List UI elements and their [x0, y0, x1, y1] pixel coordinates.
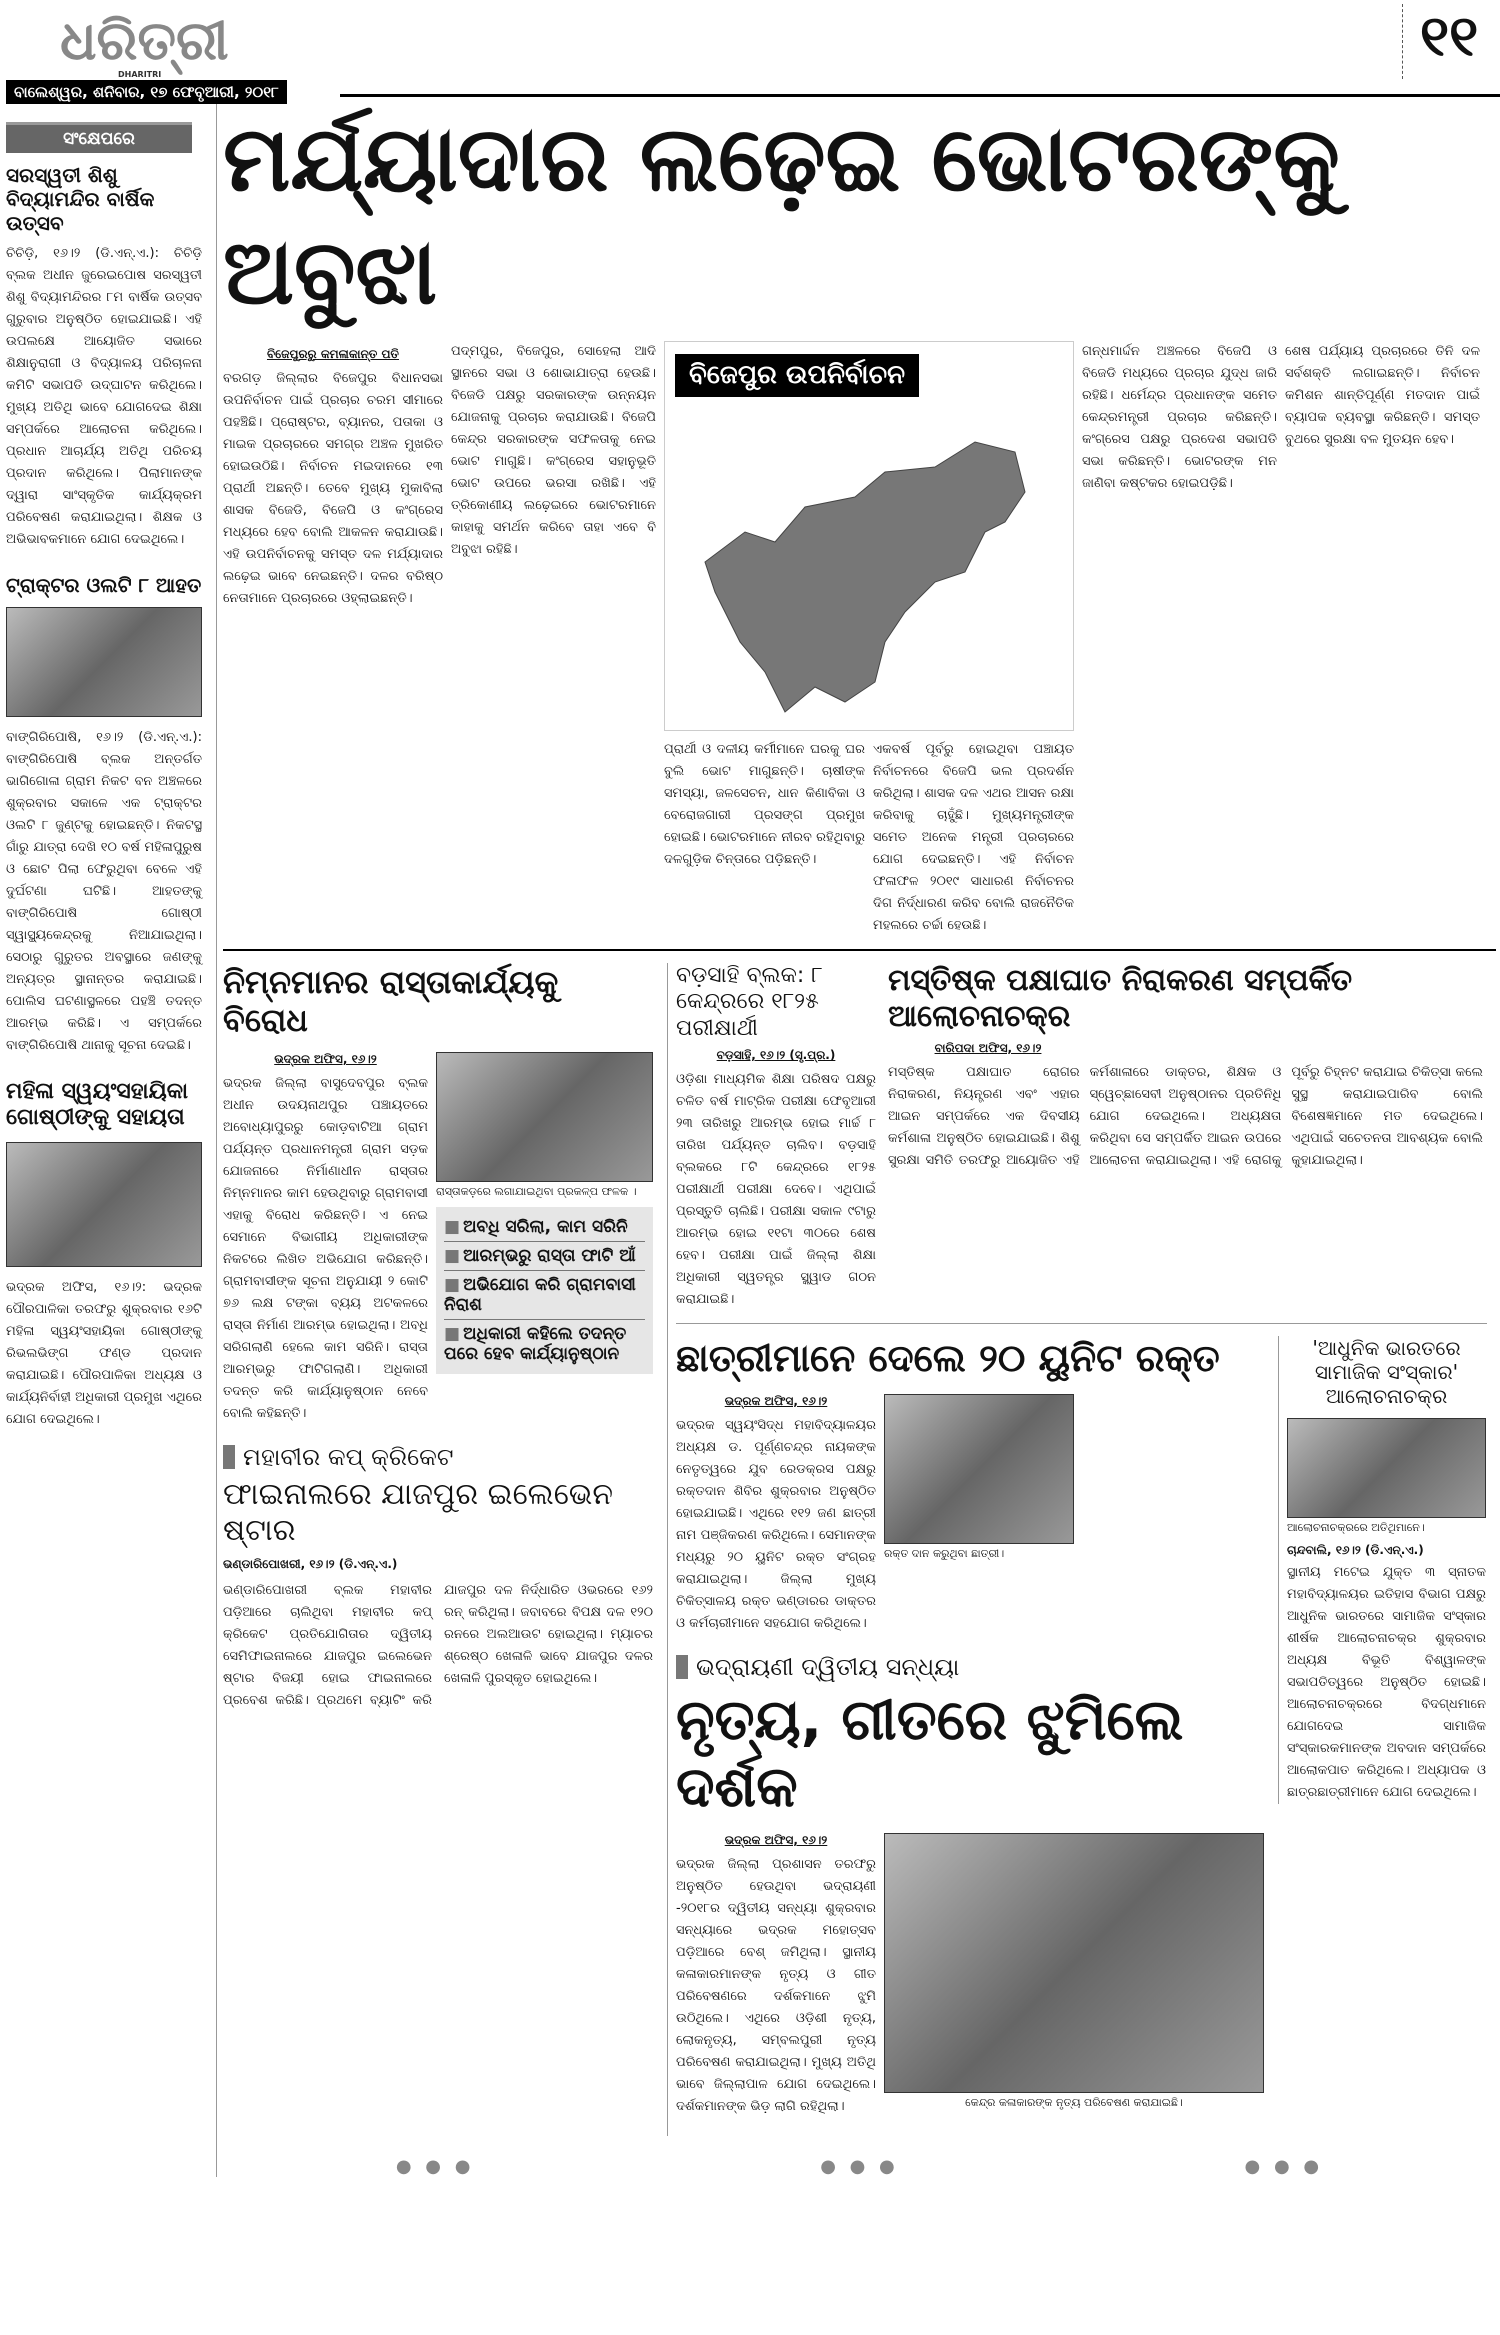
page-number: ୧୧	[1420, 4, 1479, 69]
brief-item	[6, 573, 202, 1057]
lead-headline: ମର୍ଯ୍ୟାଦାର ଲଢ଼େଇ ଭୋଟରଙ୍କୁ ଅବୁଝା	[223, 107, 1340, 325]
newspaper-logo: ଧରିତ୍ରୀ	[60, 8, 229, 72]
exam-brain-row	[676, 963, 1487, 1311]
lead-body-col: ପ୍ରାର୍ଥୀ ଓ ଦଳୀୟ କର୍ମୀମାନେ ଘରକୁ ଘର ବୁଲି ଭୋଟ ମାଗୁଛନ୍ତି। ଚାଷୀଙ୍କ ସମସ୍ୟା, ଜଳସେଚନ, ଧାନ କିଣାବିକା ଓ ବେରୋଜଗାରୀ ପ୍ରସଙ୍ଗ ପ୍ରମୁଖ ହୋଇଛି। ଭୋଟରମାନେ ନୀରବ ରହିଥିବାରୁ ଦଳଗୁଡ଼ିକ ଚିନ୍ତାରେ ପଡ଼ିଛନ୍ତି।	[664, 742, 865, 867]
lower-section	[223, 963, 1496, 2136]
cricket-headline: ଫାଇନାଲରେ ଯାଜପୁର ଇଲେଭେନ ଷ୍ଟାର	[223, 1476, 614, 1548]
lead-story	[223, 341, 1496, 937]
road-byline: ଭଦ୍ରକ ଅଫିସ, ୧୬।୨	[274, 1051, 377, 1066]
seminar-byline: ଚାନ୍ଦବାଲି, ୧୬।୨ (ଡି.ଏନ୍.ଏ.)	[1287, 1543, 1424, 1558]
cricket-kicker: ମହାବୀର କପ୍ କ୍ରିକେଟ	[223, 1443, 653, 1471]
lead-body-col: ବରଗଡ଼ ଜିଲ୍ଲାର ବିଜେପୁର ବିଧାନସଭା ଉପନିର୍ବାଚନ ପାଇଁ ପ୍ରଚାର ଚରମ ସୀମାରେ ପହଞ୍ଚିଛି। ପ୍ରୋଷ୍ଟର, ବ୍ୟାନର, ପତାକା ଓ ମାଇକ ପ୍ରଚାରରେ ସମଗ୍ର ଅଞ୍ଚଳ ମୁଖରିତ ହୋଇଉଠିଛି। ନିର୍ବାଚନ ମଇଦାନରେ ୧୩ ପ୍ରାର୍ଥୀ ଅଛନ୍ତି। ତେବେ ମୁଖ୍ୟ ମୁକାବିଲା ଶାସକ ବିଜେଡି, ବିଜେପି ଓ କଂଗ୍ରେସ ମଧ୍ୟରେ ହେବ ବୋଲି ଆକଳନ କରାଯାଉଛି। ଏହି ଉପନିର୍ବାଚନକୁ ସମସ୍ତ ଦଳ ମର୍ଯ୍ୟାଦାର ଲଢ଼େଇ ଭାବେ ନେଇଛନ୍ତି। ଦଳର ବରିଷ୍ଠ ନେତାମାନେ ପ୍ରଚାରରେ ଓହ୍ଲାଇଛନ୍ତି।	[223, 371, 443, 606]
subhead: ■ ଅଧିକାରୀ କହିଲେ ତଦନ୍ତ ପରେ ହେବ କାର୍ଯ୍ୟାନୁଷ୍ଠାନ	[444, 1320, 645, 1368]
brain-headline: ମସ୍ତିଷ୍କ ପକ୍ଷାଘାତ ନିରାକରଣ ସମ୍ପର୍କିତ ଆଲୋଚନାଚକ୍ର	[888, 963, 1353, 1034]
dance-byline: ଭଦ୍ରକ ଅଫିସ, ୧୬।୨	[724, 1833, 828, 1848]
dance-story	[676, 1653, 1266, 2118]
column-a	[223, 963, 653, 1730]
road-subheads	[436, 1207, 653, 1374]
column-b	[676, 1336, 1266, 2136]
registration-dots-icon: ● ● ●	[820, 2156, 899, 2178]
road-story	[223, 963, 653, 1425]
cricket-story	[223, 1443, 653, 1712]
brief-title: ସରସ୍ୱତୀ ଶିଶୁ ବିଦ୍ୟାମନ୍ଦିର ବାର୍ଷିକ ଉତ୍ସବ	[6, 163, 155, 235]
section-rule	[676, 1323, 1487, 1324]
dance-media-col	[884, 1827, 1264, 2118]
cricket-body: ଭଣ୍ଡାରିପୋଖରୀ ବ୍ଲକ ମହାବୀର ପଡ଼ିଆରେ ଚାଲିଥିବା ମହାବୀର କପ୍ କ୍ରିକେଟ ପ୍ରତିଯୋଗିତାର ଦ୍ୱିତୀୟ ସେମିଫାଇନାଲରେ ଯାଜପୁର ଇଲେଭେନ ଷ୍ଟାର ବିଜୟୀ ହୋଇ ଫାଇନାଲରେ ପ୍ରବେଶ କରିଛି। ପ୍ରଥମେ ବ୍ୟାଟିଂ କରି ଯାଜପୁର ଦଳ ନିର୍ଦ୍ଧାରିତ ଓଭରରେ ୧୬୨ ରନ୍ କରିଥିଲା। ଜବାବରେ ବିପକ୍ଷ ଦଳ ୧୨୦ ରନରେ ଅଲଆଉଟ ହୋଇଥିଲା। ମ୍ୟାଚର ଶ୍ରେଷ୍ଠ ଖେଳାଳି ଭାବେ ଯାଜପୁର ଦଳର ଖେଳାଳି ପୁରସ୍କୃତ ହୋଇଥିଲେ।	[223, 1582, 653, 1708]
main-content	[216, 104, 1496, 2177]
blood-story	[676, 1336, 1266, 1635]
road-media-col	[436, 1046, 653, 1374]
dance-kicker: ଭଦ୍ରାୟଣୀ ଦ୍ୱିତୀୟ ସନ୍ଧ୍ୟା	[676, 1653, 1266, 1681]
shg-photo	[6, 1142, 202, 1267]
tractor-accident-photo	[6, 607, 202, 717]
blood-columns	[676, 1388, 1266, 1635]
lead-map-col	[664, 341, 1074, 937]
brief-item	[6, 1079, 202, 1431]
blood-body: ଭଦ୍ରକ ସ୍ୱୟଂସିଦ୍ଧ ମହାବିଦ୍ୟାଳୟର ଅଧ୍ୟକ୍ଷ ଡ. ପୂର୍ଣ୍ଣଚନ୍ଦ୍ର ନାୟକଙ୍କ ନେତୃତ୍ୱରେ ଯୁବ ରେଡକ୍ରସ ପକ୍ଷରୁ ରକ୍ତଦାନ ଶିବିର ଶୁକ୍ରବାର ଅନୁଷ୍ଠିତ ହୋଇଯାଇଛି। ଏଥିରେ ୧୧୨ ଜଣ ଛାତ୍ରୀ ନାମ ପଞ୍ଜିକରଣ କରିଥିଲେ। ସେମାନଙ୍କ ମଧ୍ୟରୁ ୨୦ ୟୁନିଟ ରକ୍ତ ସଂଗ୍ରହ କରାଯାଇଥିଲା। ଜିଲ୍ଲା ମୁଖ୍ୟ ଚିକିତ୍ସାଳୟ ରକ୍ତ ଭଣ୍ଡାରର ଡାକ୍ତର ଓ କର୍ମଚାରୀମାନେ ସହଯୋଗ କରିଥିଲେ।	[676, 1417, 876, 1631]
brief-title: ଟ୍ରାକ୍ଟର ଓଲଟି ୮ ଆହତ	[6, 573, 202, 597]
brain-byline: ବାରିପଦା ଅଫିସ, ୧୬।୨	[934, 1041, 1042, 1055]
column-bc	[667, 963, 1487, 2136]
photo-caption: ଆଲୋଚନାଚକ୍ରରେ ଅତିଥିମାନେ।	[1287, 1521, 1425, 1535]
cricket-byline: ଭଣ୍ଡାରିପୋଖରୀ, ୧୬।୨ (ଡି.ଏନ୍.ଏ.)	[223, 1556, 398, 1571]
dance-headline: ନୃତ୍ୟ, ଗୀତରେ ଝୁମିଲେ ଦର୍ଶକ	[676, 1687, 1184, 1820]
brief-body: ଚିଚିଡ଼ି, ୧୬।୨ (ଡି.ଏନ୍.ଏ.): ଚିଚିଡ଼ି ବ୍ଲକ ଅଧୀନ ଜୁରେଇପୋଷ ସରସ୍ୱତୀ ଶିଶୁ ବିଦ୍ୟାମନ୍ଦିରର ୮ମ ବାର୍ଷିକ ଉତ୍ସବ ଗୁରୁବାର ଅନୁଷ୍ଠିତ ହୋଇଯାଇଛି। ଏହି ଉପଲକ୍ଷେ ଆୟୋଜିତ ସଭାରେ ଶିକ୍ଷାନୁରାଗୀ ଓ ବିଦ୍ୟାଳୟ ପରିଚାଳନା କମିଟି ସଭାପତି ଉଦ୍‌ଘାଟନ କରିଥିଲେ। ମୁଖ୍ୟ ଅତିଥି ଭାବେ ଯୋଗଦେଇ ଶିକ୍ଷା ସମ୍ପର୍କରେ ଆଲୋଚନା କରିଥିଲେ। ପ୍ରଧାନ ଆଚାର୍ଯ୍ୟ ଅତିଥି ପରିଚୟ ପ୍ରଦାନ କରିଥିଲେ। ପିଲାମାନଙ୍କ ଦ୍ୱାରା ସାଂସ୍କୃତିକ କାର୍ଯ୍ୟକ୍ରମ ପରିବେଷଣ କରାଯାଇଥିଲା। ଶିକ୍ଷକ ଓ ଅଭିଭାବକମାନେ ଯୋଗ ଦେଇଥିଲେ।	[6, 246, 202, 547]
dance-body: ଭଦ୍ରକ ଜିଲ୍ଲା ପ୍ରଶାସନ ତରଫରୁ ଅନୁଷ୍ଠିତ ହେଉଥିବା ଭଦ୍ରାୟଣୀ -୨୦୧୮ର ଦ୍ୱିତୀୟ ସନ୍ଧ୍ୟା ଶୁକ୍ରବାର ସନ୍ଧ୍ୟାରେ ଭଦ୍ରକ ମହୋତ୍ସବ ପଡ଼ିଆରେ ବେଶ୍ ଜମିଥିଲା। ସ୍ଥାନୀୟ କଳାକାରମାନଙ୍କ ନୃତ୍ୟ ଓ ଗୀତ ପରିବେଷଣରେ ଦର୍ଶକମାନେ ଝୁମି ଉଠିଥିଲେ। ଏଥିରେ ଓଡ଼ିଶୀ ନୃତ୍ୟ, ଲୋକନୃତ୍ୟ, ସମ୍ବଲପୁରୀ ନୃତ୍ୟ ପରିବେଷଣ କରାଯାଇଥିଲା। ମୁଖ୍ୟ ଅତିଥି ଭାବେ ଜିଲ୍ଲାପାଳ ଯୋଗ ଦେଇଥିଲେ। ଦର୍ଶକମାନଙ୍କ ଭିଡ଼ ଲାଗି ରହିଥିଲା।	[676, 1857, 876, 2115]
brain-body: ମସ୍ତିଷ୍କ ପକ୍ଷାଘାତ ରୋଗର ନିରାକରଣ, ନିୟନ୍ତ୍ରଣ ଏବଂ ଏହାର ଆଇନ ସମ୍ପର୍କରେ ଏକ ଦିବସୀୟ କର୍ମଶାଳା ଅନୁଷ୍ଠିତ ହୋଇଯାଇଛି। ଶିଶୁ ସୁରକ୍ଷା ସମିତି ତରଫରୁ ଆୟୋଜିତ ଏହି କର୍ମଶାଳାରେ ଡାକ୍ତର, ଶିକ୍ଷକ ଓ ସ୍ୱେଚ୍ଛାସେବୀ ଅନୁଷ୍ଠାନର ପ୍ରତିନିଧି ଯୋଗ ଦେଇଥିଲେ। ଅଧ୍ୟକ୍ଷତା କରିଥିବା ସେ ସମ୍ପର୍କିତ ଆଇନ ଉପରେ ଆଲୋଚନା କରାଯାଇଥିଲା। ଏହି ରୋଗକୁ ପୂର୍ବରୁ ଚିହ୍ନଟ କରାଯାଇ ଚିକିତ୍ସା କଲେ ସୁସ୍ଥ କରାଯାଇପାରିବ ବୋଲି ବିଶେଷଜ୍ଞମାନେ ମତ ଦେଇଥିଲେ। ଏଥିପାଇଁ ସଚେତନତା ଆବଶ୍ୟକ ବୋଲି କୁହାଯାଇଥିଲା।	[888, 1065, 1483, 1168]
lead-col	[223, 341, 443, 610]
section-rule	[223, 949, 1496, 951]
seminar-body: ସ୍ଥାନୀୟ ମଟେଇ ଯୁକ୍ତ ୩ ସ୍ନାତକ ମହାବିଦ୍ୟାଳୟର ଇତିହାସ ବିଭାଗ ପକ୍ଷରୁ ଆଧୁନିକ ଭାରତରେ ସାମାଜିକ ସଂସ୍କାର ଶୀର୍ଷକ ଆଲୋଚନାଚକ୍ର ଶୁକ୍ରବାର ଅଧ୍ୟକ୍ଷ ବିଭୂତି ବିଶ୍ୱାଳଙ୍କ ସଭାପତିତ୍ୱରେ ଅନୁଷ୍ଠିତ ହୋଇଛି। ଆଲୋଚନାଚକ୍ରରେ ବିଦଗ୍ଧମାନେ ଯୋଗଦେଇ ସାମାଜିକ ସଂସ୍କାରକମାନଙ୍କ ଅବଦାନ ସମ୍ପର୍କରେ ଆଲୋକପାତ କରିଥିଲେ। ଅଧ୍ୟାପକ ଓ ଛାତ୍ରଛାତ୍ରୀମାନେ ଯୋଗ ଦେଇଥିଲେ।	[1287, 1565, 1486, 1801]
dance-performance-photo	[884, 1833, 1264, 2093]
brief-body: ଭଦ୍ରକ ଅଫିସ, ୧୬।୨: ଭଦ୍ରକ ପୌରପାଳିକା ତରଫରୁ ଶୁକ୍ରବାର ୧୬ଟି ମହିଳା ସ୍ୱୟଂସହାୟିକା ଗୋଷ୍ଠୀଙ୍କୁ ରିଭଲଭିଙ୍ଗ ଫଣ୍ଡ ପ୍ରଦାନ କରାଯାଇଛି। ପୌରପାଳିକା ଅଧ୍ୟକ୍ଷ ଓ କାର୍ଯ୍ୟନିର୍ବାହୀ ଅଧିକାରୀ ପ୍ରମୁଖ ଏଥିରେ ଯୋଗ ଦେଇଥିଲେ।	[6, 1279, 202, 1427]
dance-text-col	[676, 1827, 876, 2118]
project-board-photo	[436, 1052, 653, 1182]
map-label: ବିଜେପୁର ଉପନିର୍ବାଚନ	[675, 354, 919, 397]
road-headline: ନିମ୍ନମାନର ରାସ୍ତାକାର୍ଯ୍ୟକୁ ବିରୋଧ	[223, 963, 559, 1040]
dance-columns	[676, 1827, 1266, 2118]
subhead: ■ ଆରମ୍ଭରୁ ରାସ୍ତା ଫାଟି ଆଁ	[444, 1242, 645, 1271]
subhead: ■ ଅଭିଯୋଗ କରି ଗ୍ରାମବାସୀ ନିରାଶ	[444, 1271, 645, 1320]
blood-byline: ଭଦ୍ରକ ଅଫିସ, ୧୬।୨	[724, 1393, 828, 1408]
photo-caption: ରକ୍ତ ଦାନ କରୁଥିବା ଛାତ୍ରୀ।	[884, 1546, 1005, 1560]
briefs-section-tag: ସଂକ୍ଷେପରେ	[6, 122, 192, 153]
lead-map-text	[664, 739, 1074, 937]
registration-dots-icon: ● ● ●	[395, 2156, 475, 2178]
exam-byline: ବଡ଼ସାହି, ୧୬।୨ (ସୃ.ପ୍ର.)	[716, 1048, 836, 1063]
seminar-photo	[1287, 1418, 1486, 1518]
road-columns	[223, 1046, 653, 1425]
blood-headline: ଛାତ୍ରୀମାନେ ଦେଲେ ୨୦ ୟୁନିଟ ରକ୍ତ	[676, 1336, 1220, 1381]
lead-body-col: ପଦ୍ମପୁର, ବିଜେପୁର, ସୋହେଲା ଆଦି ସ୍ଥାନରେ ସଭା ଓ ଶୋଭାଯାତ୍ରା ହେଉଛି। ବିଜେଡି ପକ୍ଷରୁ ସରକାରଙ୍କ ଉନ୍ନୟନ ଯୋଜନାକୁ ପ୍ରଚାର କରାଯାଉଛି। ବିଜେପି କେନ୍ଦ୍ର ସରକାରଙ୍କ ସଫଳତାକୁ ନେଇ ଭୋଟ ମାଗୁଛି। କଂଗ୍ରେସ ସହାନୁଭୂତି ଭୋଟ ଉପରେ ଭରସା ରଖିଛି। ଏହି ତ୍ରିକୋଣୀୟ ଲଢ଼େଇରେ ଭୋଟରମାନେ କାହାକୁ ସମର୍ଥନ କରିବେ ତାହା ଏବେ ବି ଅବୁଝା ରହିଛି।	[451, 344, 656, 557]
blood-dance-seminar-row	[676, 1336, 1487, 2136]
seminar-story	[1278, 1336, 1486, 1804]
lead-body-col: ଗନ୍ଧମାର୍ଦ୍ଦନ ଅଞ୍ଚଳରେ ବିଜେପି ଓ ବିଜେଡି ମଧ୍ୟରେ ପ୍ରଚାର ଯୁଦ୍ଧ ଜାରି ରହିଛି। ଧର୍ମେନ୍ଦ୍ର ପ୍ରଧାନଙ୍କ ସମେତ କେନ୍ଦ୍ରମନ୍ତ୍ରୀ ପ୍ରଚାର କରିଛନ୍ତି। କଂଗ୍ରେସ ପକ୍ଷରୁ ପ୍ରଦେଶ ସଭାପତି ସଭା କରିଛନ୍ତି। ଭୋଟରଙ୍କ ମନ ଜାଣିବା କଷ୍ଟକର ହୋଇପଡ଼ିଛି।	[1082, 344, 1277, 491]
road-body: ଭଦ୍ରକ ଜିଲ୍ଲା ବାସୁଦେବପୁର ବ୍ଲକ ଅଧୀନ ଉଦୟନାଥପୁର ପଞ୍ଚାୟତରେ ଅବୋଧ୍ୟାପୁରରୁ କୋଡ଼ବାଟିଆ ଗ୍ରାମ ପର୍ଯ୍ୟନ୍ତ ପ୍ରଧାନମନ୍ତ୍ରୀ ଗ୍ରାମ ସଡ଼କ ଯୋଜନାରେ ନିର୍ମାଣାଧୀନ ରାସ୍ତାର ନିମ୍ନମାନର କାମ ହେଉଥିବାରୁ ଗ୍ରାମବାସୀ ଏହାକୁ ବିରୋଧ କରିଛନ୍ତି। ଏ ନେଇ ସେମାନେ ବିଭାଗୀୟ ଅଧିକାରୀଙ୍କ ନିକଟରେ ଲିଖିତ ଅଭିଯୋଗ କରିଛନ୍ତି। ଗ୍ରାମବାସୀଙ୍କ ସୂଚନା ଅନୁଯାୟୀ ୨ କୋଟି ୭୬ ଲକ୍ଷ ଟଙ୍କା ବ୍ୟୟ ଅଟକଳରେ ରାସ୍ତା ନିର୍ମାଣ ଆରମ୍ଭ ହୋଇଥିଲା। ଅବଧି ସରିଗଲାଣି ହେଲେ କାମ ସରିନି। ରାସ୍ତା ଆରମ୍ଭରୁ ଫାଟିଗଲାଣି। ଅଧିକାରୀ ତଦନ୍ତ କରି କାର୍ଯ୍ୟାନୁଷ୍ଠାନ ନେବେ ବୋଲି କହିଛନ୍ତି।	[223, 1075, 428, 1421]
brain-story	[888, 963, 1483, 1172]
dateline: ବାଲେଶ୍ୱର, ଶନିବାର, ୧୭ ଫେବୃଆରୀ, ୨୦୧୮	[6, 80, 287, 104]
blood-donation-photo	[884, 1394, 1074, 1544]
subhead: ■ ଅବଧି ସରିଲା, କାମ ସରିନି	[444, 1213, 645, 1242]
briefs-column	[6, 122, 202, 1453]
blood-text-col	[676, 1388, 876, 1635]
divider	[1402, 4, 1403, 79]
brief-item	[6, 163, 202, 551]
registration-dots-icon: ● ● ●	[1244, 2156, 1324, 2178]
bijepur-map-icon	[685, 412, 1055, 722]
constituency-map-box	[664, 341, 1074, 731]
brief-title: ମହିଳା ସ୍ୱୟଂସହାୟିକା ଗୋଷ୍ଠୀଙ୍କୁ ସହାୟତା	[6, 1079, 188, 1131]
lead-body-col: ଶେଷ ପର୍ଯ୍ୟାୟ ପ୍ରଚାରରେ ତିନି ଦଳ ସର୍ବଶକ୍ତି ଲଗାଇଛନ୍ତି। ନିର୍ବାଚନ କମିଶନ ଶାନ୍ତିପୂର୍ଣ୍ଣ ମତଦାନ ପାଇଁ ବ୍ୟାପକ ବ୍ୟବସ୍ଥା କରିଛନ୍ତି। ସମସ୍ତ ବୁଥରେ ସୁରକ୍ଷା ବଳ ମୁତୟନ ହେବ।	[1285, 344, 1480, 447]
seminar-headline: 'ଆଧୁନିକ ଭାରତରେ ସାମାଜିକ ସଂସ୍କାର' ଆଲୋଚନାଚକ୍ର	[1312, 1336, 1461, 1409]
lead-body-col: ଏକବର୍ଷ ପୂର୍ବରୁ ହୋଇଥିବା ପଞ୍ଚାୟତ ନିର୍ବାଚନରେ ବିଜେପି ଭଲ ପ୍ରଦର୍ଶନ କରିଥିଲା। ଶାସକ ଦଳ ଏଥର ଆସନ ରକ୍ଷା କରିବାକୁ ଚାହୁଁଛି। ମୁଖ୍ୟମନ୍ତ୍ରୀଙ୍କ ସମେତ ଅନେକ ମନ୍ତ୍ରୀ ପ୍ରଚାରରେ ଯୋଗ ଦେଇଛନ୍ତି। ଏହି ନିର୍ବାଚନ ଫଳାଫଳ ୨୦୧୯ ସାଧାରଣ ନିର୍ବାଚନର ଦିଗ ନିର୍ଦ୍ଧାରଣ କରିବ ବୋଲି ରାଜନୈତିକ ମହଲରେ ଚର୍ଚ୍ଚା ହେଉଛି।	[873, 742, 1074, 933]
road-text-col	[223, 1046, 428, 1425]
lead-byline: ବିଜେପୁରରୁ କମଳାକାନ୍ତ ପତି	[266, 347, 399, 361]
exam-headline: ବଡ଼ସାହି ବ୍ଲକ: ୮ କେନ୍ଦ୍ରରେ ୧୮୨୫ ପରୀକ୍ଷାର୍ଥୀ	[676, 963, 823, 1041]
exam-story	[676, 963, 876, 1311]
photo-caption: କେନ୍ଦ୍ର କଳାକାରଙ୍କ ନୃତ୍ୟ ପରିବେଷଣ କରାଯାଇଛି।	[965, 2096, 1183, 2110]
photo-caption: ରାସ୍ତାକଡ଼ରେ ଲଗାଯାଇଥିବା ପ୍ରକଳ୍ପ ଫଳକ ।	[436, 1184, 637, 1198]
blood-media-col	[884, 1388, 1264, 1569]
print-registration-marks	[223, 2156, 1496, 2177]
brief-body: ବାଙ୍ଗିରିପୋଷି, ୧୬।୨ (ଡି.ଏନ୍.ଏ.): ବାଙ୍ଗିରିପୋଷି ବ୍ଲକ ଅନ୍ତର୍ଗତ ଭାଗିଗୋଳା ଗ୍ରାମ ନିକଟ ବନ ଅଞ୍ଚଳରେ ଶୁକ୍ରବାର ସକାଳେ ଏକ ଟ୍ରାକ୍ଟର ଓଲଟି ୮ ଜୁଣ୍ଟକୁ ହୋଇଛନ୍ତି। ନିକଟସ୍ଥ ଗାଁରୁ ଯାତ୍ରା ଦେଖି ୧୦ ବର୍ଷ ମହିଳାପୁରୁଷ ଓ ଛୋଟ ପିଲା ଫେରୁଥିବା ବେଳେ ଏହି ଦୁର୍ଘଟଣା ଘଟିଛି। ଆହତଙ୍କୁ ବାଙ୍ଗିରିପୋଷି ଗୋଷ୍ଠୀ ସ୍ୱାସ୍ଥ୍ୟକେନ୍ଦ୍ରକୁ ନିଆଯାଇଥିଲା। ସେଠାରୁ ଗୁରୁତର ଅବସ୍ଥାରେ ଜଣଙ୍କୁ ଅନ୍ୟତ୍ର ସ୍ଥାନାନ୍ତର କରାଯାଇଛି। ପୋଲିସ ଘଟଣାସ୍ଥଳରେ ପହଞ୍ଚି ତଦନ୍ତ ଆରମ୍ଭ କରିଛି। ଏ ସମ୍ପର୍କରେ ବାଙ୍ଗିରିପୋଷି ଥାନାକୁ ସୂଚନା ଦେଇଛି।	[6, 730, 202, 1053]
exam-body: ଓଡ଼ିଶା ମାଧ୍ୟମିକ ଶିକ୍ଷା ପରିଷଦ ପକ୍ଷରୁ ଚଳିତ ବର୍ଷ ମାଟ୍ରିକ ପରୀକ୍ଷା ଫେବୃଆରୀ ୨୩ ତାରିଖରୁ ଆରମ୍ଭ ହୋଇ ମାର୍ଚ୍ଚ ୮ ତାରିଖ ପର୍ଯ୍ୟନ୍ତ ଚାଲିବ। ବଡ଼ସାହି ବ୍ଲକରେ ୮ଟି କେନ୍ଦ୍ରରେ ୧୮୨୫ ପରୀକ୍ଷାର୍ଥୀ ପରୀକ୍ଷା ଦେବେ। ଏଥିପାଇଁ ପ୍ରସ୍ତୁତି ଚାଲିଛି। ପରୀକ୍ଷା ସକାଳ ୯ଟାରୁ ଆରମ୍ଭ ହୋଇ ୧୧ଟା ୩୦ରେ ଶେଷ ହେବ। ପରୀକ୍ଷା ପାଇଁ ଜିଲ୍ଲା ଶିକ୍ଷା ଅଧିକାରୀ ସ୍ୱତନ୍ତ୍ର ସ୍କ୍ୱାଡ ଗଠନ କରାଯାଇଛି।	[676, 1072, 876, 1308]
masthead-rule	[340, 94, 1500, 97]
logo-subtitle: DHARITRI	[118, 70, 162, 79]
